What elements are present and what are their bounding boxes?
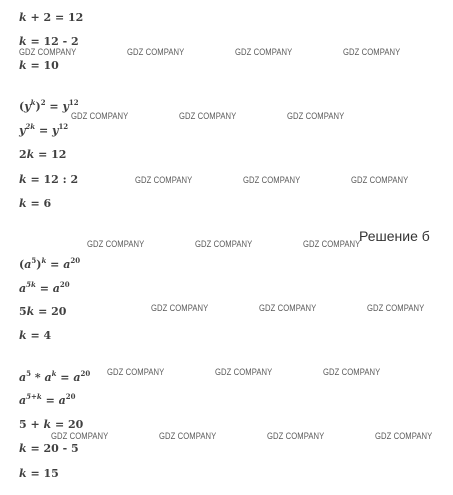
watermark: GDZ COMPANY [135, 175, 193, 185]
watermark: GDZ COMPANY [367, 303, 425, 313]
equation-line: k = 15 [19, 467, 59, 480]
equation-line: k = 10 [19, 59, 59, 72]
equation-line: k = 20 - 5 [19, 442, 79, 455]
watermark: GDZ COMPANY [179, 111, 237, 121]
equation-line: $y^{2k} = y^{12}$ [19, 122, 69, 137]
watermark: GDZ COMPANY [267, 431, 325, 441]
equation-line: 5 + k = 20 [19, 418, 84, 431]
watermark: GDZ COMPANY [51, 431, 109, 441]
watermark: GDZ COMPANY [343, 47, 401, 57]
equation-line: $(y^k)^2 = y^{12}$ [19, 98, 79, 113]
watermark: GDZ COMPANY [259, 303, 317, 313]
watermark: GDZ COMPANY [159, 431, 217, 441]
equation-line: k + 2 = 12 [19, 11, 84, 24]
equation-line: 2k = 12 [19, 148, 67, 161]
equation-line: k = 4 [19, 329, 52, 342]
watermark: GDZ COMPANY [87, 239, 145, 249]
watermark: GDZ COMPANY [71, 111, 129, 121]
equation-line: 5k = 20 [19, 305, 67, 318]
variable: k [19, 35, 27, 48]
watermark: GDZ COMPANY [323, 367, 381, 377]
equation-line: k = 12 : 2 [19, 173, 79, 186]
variable: k [19, 59, 27, 72]
watermark: GDZ COMPANY [287, 111, 345, 121]
watermark: GDZ COMPANY [351, 175, 409, 185]
watermark: GDZ COMPANY [107, 367, 165, 377]
equation-line: k = 12 - 2 [19, 35, 79, 48]
watermark: GDZ COMPANY [235, 47, 293, 57]
watermark: GDZ COMPANY [127, 47, 185, 57]
watermark: GDZ COMPANY [303, 239, 361, 249]
section-title: Решение б [359, 228, 430, 244]
watermark: GDZ COMPANY [195, 239, 253, 249]
watermark: GDZ COMPANY [243, 175, 301, 185]
watermark: GDZ COMPANY [375, 431, 433, 441]
equation-line: $a^{5k} = a^{20}$ [19, 280, 70, 295]
equation-line: $a^{5+k} = a^{20}$ [19, 392, 76, 407]
variable: k [19, 11, 27, 24]
equation-line: $(a^5)^k = a^{20}$ [19, 256, 81, 271]
watermark: GDZ COMPANY [215, 367, 273, 377]
equation-line: k = 6 [19, 197, 52, 210]
watermark: GDZ COMPANY [19, 47, 77, 57]
watermark: GDZ COMPANY [151, 303, 209, 313]
equation-line: $a^5 * a^k = a^{20}$ [19, 369, 91, 384]
